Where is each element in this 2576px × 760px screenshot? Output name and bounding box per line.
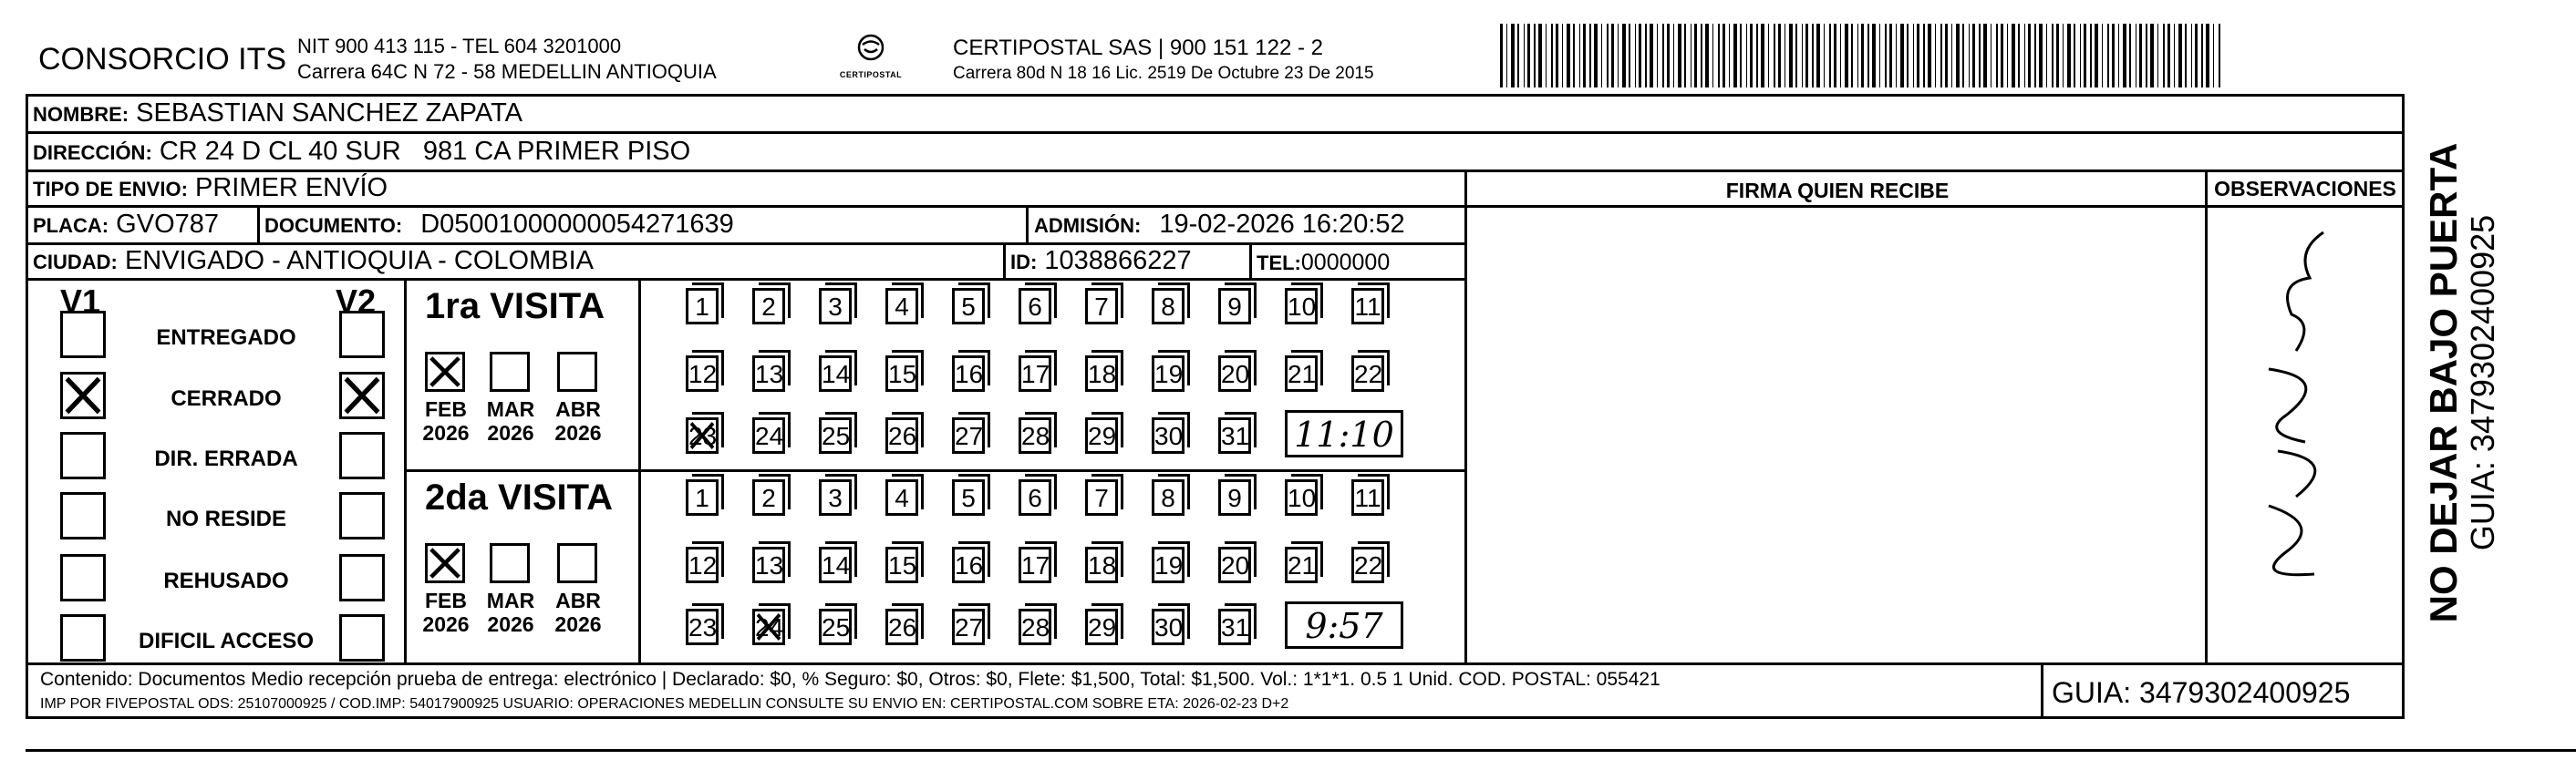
visit2-day-number: 10 <box>1288 484 1317 512</box>
visit2-month-label: FEB 2026 <box>422 589 470 636</box>
v2-header: V2 <box>336 282 377 320</box>
nombre-row <box>33 98 522 128</box>
visit1-day-number: 1 <box>695 293 709 321</box>
visit2-day-number: 24 <box>755 613 784 642</box>
carrier-logo <box>839 33 903 87</box>
visit1-day-box[interactable] <box>1085 417 1118 454</box>
visit2-day-number: 17 <box>1021 551 1050 580</box>
id-value: 1038866227 <box>1044 246 1192 275</box>
visit2-day-number: 18 <box>1088 551 1117 580</box>
visit1-day-number: 3 <box>828 293 843 321</box>
tipo-label: TIPO DE ENVIO: <box>33 178 188 200</box>
visit1-day-number: 18 <box>1088 360 1117 388</box>
status-label: ENTREGADO <box>156 325 296 350</box>
visit1-day-box[interactable] <box>1218 417 1251 454</box>
visit1-month-checkbox[interactable] <box>490 352 530 392</box>
visit2-month-checkbox[interactable] <box>490 543 530 583</box>
visit2-day-box[interactable] <box>686 609 719 645</box>
visit1-day-number: 26 <box>888 422 917 450</box>
visit1-day-box[interactable] <box>952 288 985 324</box>
admision-value: 19-02-2026 16:20:52 <box>1159 210 1405 239</box>
visit1-day-box[interactable] <box>819 288 852 324</box>
company-line-2: Carrera 64C N 72 - 58 MEDELLIN ANTIOQUIA <box>297 60 717 83</box>
visit1-day-number: 17 <box>1021 360 1050 388</box>
visit1-day-box[interactable] <box>1218 288 1251 324</box>
visit1-day-number: 8 <box>1161 293 1175 321</box>
admision-row <box>1034 210 1405 240</box>
placa-row <box>33 210 219 240</box>
visit1-day-number: 22 <box>1354 360 1383 388</box>
visit1-day-number: 20 <box>1221 360 1250 388</box>
visit1-day-number: 6 <box>1028 293 1042 321</box>
visit1-day-box[interactable] <box>1152 355 1185 392</box>
visit1-day-box[interactable] <box>1285 288 1318 324</box>
visit2-day-number: 14 <box>822 551 851 580</box>
visit2-day-number: 3 <box>828 484 843 512</box>
v2-checkbox[interactable] <box>339 614 385 662</box>
visit2-day-box[interactable] <box>752 547 785 583</box>
visit1-day-number: 24 <box>755 422 784 450</box>
visit2-day-number: 8 <box>1161 484 1175 512</box>
barcode <box>1500 24 2225 87</box>
visit1-day-box[interactable] <box>885 355 918 392</box>
visit1-day-number: 13 <box>755 360 784 388</box>
visit2-title: 2da VISITA <box>425 478 613 518</box>
visit1-day-number: 4 <box>895 293 909 321</box>
visit1-day-number: 9 <box>1227 293 1242 321</box>
visit1-day-number: 23 <box>688 422 718 450</box>
visit2-day-number: 6 <box>1028 484 1042 512</box>
visit1-month-checkbox[interactable] <box>425 352 465 392</box>
visit1-day-number: 15 <box>888 360 917 388</box>
visit2-day-number: 28 <box>1021 613 1050 642</box>
visit2-day-number: 13 <box>755 551 784 580</box>
footer-line-2: IMP POR FIVEPOSTAL ODS: 25107000925 / COD.IMP: 54017900925 USUARIO: OPERACIONES MEDELLIN CONSULTE SU ENVIO EN: CERTIPOSTAL.COM SOBRE ETA: 2026-02-23 D+2 <box>40 696 1289 712</box>
signature-image <box>2223 214 2387 597</box>
v1-checkbox[interactable] <box>60 311 106 358</box>
visit1-day-box[interactable] <box>686 417 719 454</box>
visit1-day-box[interactable] <box>686 355 719 392</box>
carrier-line-2: Carrera 80d N 18 16 Lic. 2519 De Octubre 23 De 2015 <box>953 64 1374 83</box>
v1-checkbox[interactable] <box>60 492 106 539</box>
status-label: DIR. ERRADA <box>154 447 298 471</box>
direccion-label: DIRECCIÓN: <box>33 141 152 164</box>
visit1-day-box[interactable] <box>1218 355 1251 392</box>
visit2-day-box[interactable] <box>1218 479 1251 516</box>
ciudad-row <box>33 246 594 276</box>
visit2-day-box[interactable] <box>1285 547 1318 583</box>
visit1-day-number: 25 <box>822 422 851 450</box>
visit2-day-box[interactable] <box>1019 547 1051 583</box>
tipo-row <box>33 173 388 203</box>
visit2-day-number: 21 <box>1288 551 1317 580</box>
visit2-day-box[interactable] <box>1351 547 1384 583</box>
visit2-day-number: 1 <box>695 484 709 512</box>
visit1-day-box[interactable] <box>752 355 785 392</box>
documento-row <box>264 210 734 240</box>
visit1-day-number: 21 <box>1288 360 1317 388</box>
nombre-value: SEBASTIAN SANCHEZ ZAPATA <box>136 98 522 128</box>
visit1-day-box[interactable] <box>1152 288 1185 324</box>
visit2-day-number: 9 <box>1227 484 1242 512</box>
status-label: DIFICIL ACCESO <box>138 629 314 653</box>
visit1-day-number: 7 <box>1094 293 1109 321</box>
v2-checkbox[interactable] <box>339 432 385 479</box>
carrier-line-1: CERTIPOSTAL SAS | 900 151 122 - 2 <box>953 36 1323 60</box>
visit2-day-number: 2 <box>761 484 776 512</box>
visit2-day-number: 27 <box>955 613 984 642</box>
visit2-day-box[interactable] <box>885 479 918 516</box>
visit2-day-number: 16 <box>955 551 984 580</box>
visit2-day-number: 29 <box>1088 613 1117 642</box>
visit1-day-number: 31 <box>1221 422 1250 450</box>
carrier-logo-text: CERTIPOSTAL <box>839 70 903 79</box>
visit2-day-box[interactable] <box>686 479 719 516</box>
visit1-day-number: 10 <box>1288 293 1317 321</box>
visit2-day-box[interactable] <box>1019 609 1051 645</box>
visit1-day-box[interactable] <box>1085 288 1118 324</box>
visit2-day-number: 31 <box>1221 613 1250 642</box>
visit2-day-number: 12 <box>688 551 718 580</box>
visit1-month-label: ABR 2026 <box>554 397 602 445</box>
visit2-day-number: 25 <box>822 613 851 642</box>
placa-label: PLACA: <box>33 214 109 237</box>
company-line-1: NIT 900 413 115 - TEL 604 3201000 <box>297 35 622 57</box>
visit2-day-box[interactable] <box>1218 547 1251 583</box>
visit2-day-number: 5 <box>961 484 976 512</box>
v2-checkbox[interactable] <box>339 372 385 419</box>
visit2-day-box[interactable] <box>686 547 719 583</box>
firma-header: FIRMA QUIEN RECIBE <box>1725 179 1950 202</box>
visit1-day-box[interactable] <box>1019 288 1051 324</box>
visit2-day-number: 30 <box>1154 613 1184 642</box>
visit2-day-number: 20 <box>1221 551 1250 580</box>
visit2-day-box[interactable] <box>952 479 985 516</box>
visit1-month-checkbox[interactable] <box>557 352 597 392</box>
visit2-day-number: 15 <box>888 551 917 580</box>
visit2-day-box[interactable] <box>1019 479 1051 516</box>
admision-label: ADMISIÓN: <box>1034 214 1142 237</box>
visit2-day-number: 26 <box>888 613 917 642</box>
observaciones-header: OBSERVACIONES <box>2214 177 2396 200</box>
direccion-value: CR 24 D CL 40 SUR 981 CA PRIMER PISO <box>159 137 691 166</box>
visit2-day-box[interactable] <box>952 547 985 583</box>
visit2-day-box[interactable] <box>1152 609 1185 645</box>
side-guia: GUIA: 3479302400925 <box>2464 214 2501 551</box>
visit1-day-number: 14 <box>822 360 851 388</box>
visit1-day-box[interactable] <box>686 288 719 324</box>
visit1-day-number: 29 <box>1088 422 1117 450</box>
v1-checkbox[interactable] <box>60 432 106 479</box>
visit1-day-number: 11 <box>1354 293 1381 321</box>
visit2-day-box[interactable] <box>885 547 918 583</box>
documento-value: D05001000000054271639 <box>420 210 734 239</box>
visit1-day-number: 30 <box>1154 422 1184 450</box>
visit2-day-box[interactable] <box>885 609 918 645</box>
visit2-day-number: 4 <box>895 484 909 512</box>
visit2-day-box[interactable] <box>1085 479 1118 516</box>
visit1-time-field[interactable]: 11:10 <box>1285 410 1403 457</box>
v1-checkbox[interactable] <box>60 554 106 601</box>
tel-value: 0000000 <box>1300 250 1391 275</box>
visit2-day-box[interactable] <box>1152 547 1185 583</box>
visit1-day-box[interactable] <box>885 417 918 454</box>
visit2-day-box[interactable] <box>1285 479 1318 516</box>
status-label: NO RESIDE <box>165 507 287 531</box>
visit2-day-box[interactable] <box>1218 609 1251 645</box>
visit2-day-number: 22 <box>1354 551 1383 580</box>
visit2-month-label: ABR 2026 <box>554 589 602 636</box>
v1-checkbox[interactable] <box>60 372 106 419</box>
visit1-day-box[interactable] <box>819 417 852 454</box>
carrier-logo-icon <box>853 33 889 66</box>
visit1-day-box[interactable] <box>752 288 785 324</box>
visit1-day-box[interactable] <box>1285 355 1318 392</box>
ciudad-label: CIUDAD: <box>33 251 118 273</box>
visit1-day-box[interactable] <box>1152 417 1185 454</box>
visit2-day-number: 7 <box>1094 484 1109 512</box>
visit1-day-box[interactable] <box>952 355 985 392</box>
visit1-day-box[interactable] <box>819 355 852 392</box>
visit2-time-field[interactable]: 9:57 <box>1285 601 1403 649</box>
visit1-day-box[interactable] <box>1085 355 1118 392</box>
v2-checkbox[interactable] <box>339 311 385 358</box>
visit2-day-box[interactable] <box>752 479 785 516</box>
visit2-month-checkbox[interactable] <box>425 543 465 583</box>
placa-value: GVO787 <box>116 210 220 239</box>
visit1-day-number: 12 <box>688 360 718 388</box>
visit2-day-box[interactable] <box>1152 479 1185 516</box>
v1-checkbox[interactable] <box>60 614 106 662</box>
visit2-day-box[interactable] <box>1351 479 1384 516</box>
visit1-day-number: 16 <box>955 360 984 388</box>
visit1-day-box[interactable] <box>1351 355 1384 392</box>
footer-guia: GUIA: 3479302400925 <box>2052 676 2351 709</box>
visit1-month-label: MAR 2026 <box>486 397 535 445</box>
tel-label: TEL: <box>1257 252 1301 274</box>
visit1-day-number: 28 <box>1021 422 1050 450</box>
visit1-day-number: 27 <box>955 422 984 450</box>
visit1-day-box[interactable] <box>1351 288 1384 324</box>
visit2-day-box[interactable] <box>752 609 785 645</box>
v2-checkbox[interactable] <box>339 554 385 601</box>
visit1-month-label: FEB 2026 <box>422 397 470 445</box>
visit2-month-checkbox[interactable] <box>557 543 597 583</box>
visit1-day-box[interactable] <box>1019 417 1051 454</box>
visit2-day-box[interactable] <box>819 609 852 645</box>
visit2-day-box[interactable] <box>819 547 852 583</box>
visit2-day-box[interactable] <box>1085 609 1118 645</box>
company-name: CONSORCIO ITS <box>38 42 287 77</box>
visit1-day-box[interactable] <box>752 417 785 454</box>
visit1-day-box[interactable] <box>952 417 985 454</box>
visit2-month-label: MAR 2026 <box>486 589 535 636</box>
v1-header: V1 <box>60 282 101 320</box>
nombre-label: NOMBRE: <box>33 103 129 126</box>
v2-checkbox[interactable] <box>339 492 385 539</box>
visit1-day-number: 2 <box>761 293 776 321</box>
visit2-day-box[interactable] <box>819 479 852 516</box>
footer-line-1: Contenido: Documentos Medio recepción prueba de entrega: electrónico | Declarado: $0, % Seguro: $0, Otros: $0, Flete: $1,500, Total: $1,500. Vol.: 1*1*1. 0.5 1 Unid. COD. POSTAL: 055421 <box>40 669 1660 690</box>
documento-label: DOCUMENTO: <box>264 214 403 237</box>
tipo-value: PRIMER ENVÍO <box>194 173 388 202</box>
tel-row <box>1257 250 1390 276</box>
id-row <box>1010 246 1192 276</box>
visit2-day-box[interactable] <box>1085 547 1118 583</box>
visit2-day-box[interactable] <box>952 609 985 645</box>
ciudad-value: ENVIGADO - ANTIOQUIA - COLOMBIA <box>124 246 594 275</box>
visit1-day-box[interactable] <box>1019 355 1051 392</box>
visit2-day-number: 11 <box>1354 484 1381 512</box>
visit1-day-box[interactable] <box>885 288 918 324</box>
visit1-title: 1ra VISITA <box>425 286 605 326</box>
visit1-day-number: 19 <box>1154 360 1184 388</box>
side-notice: NO DEJAR BAJO PUERTA <box>2422 142 2465 623</box>
id-label: ID: <box>1010 251 1038 273</box>
status-label: REHUSADO <box>163 569 289 593</box>
visit2-day-number: 19 <box>1154 551 1184 580</box>
visit2-day-number: 23 <box>688 613 718 642</box>
visit1-day-number: 5 <box>961 293 976 321</box>
direccion-row <box>33 137 690 167</box>
status-label: CERRADO <box>171 386 282 411</box>
